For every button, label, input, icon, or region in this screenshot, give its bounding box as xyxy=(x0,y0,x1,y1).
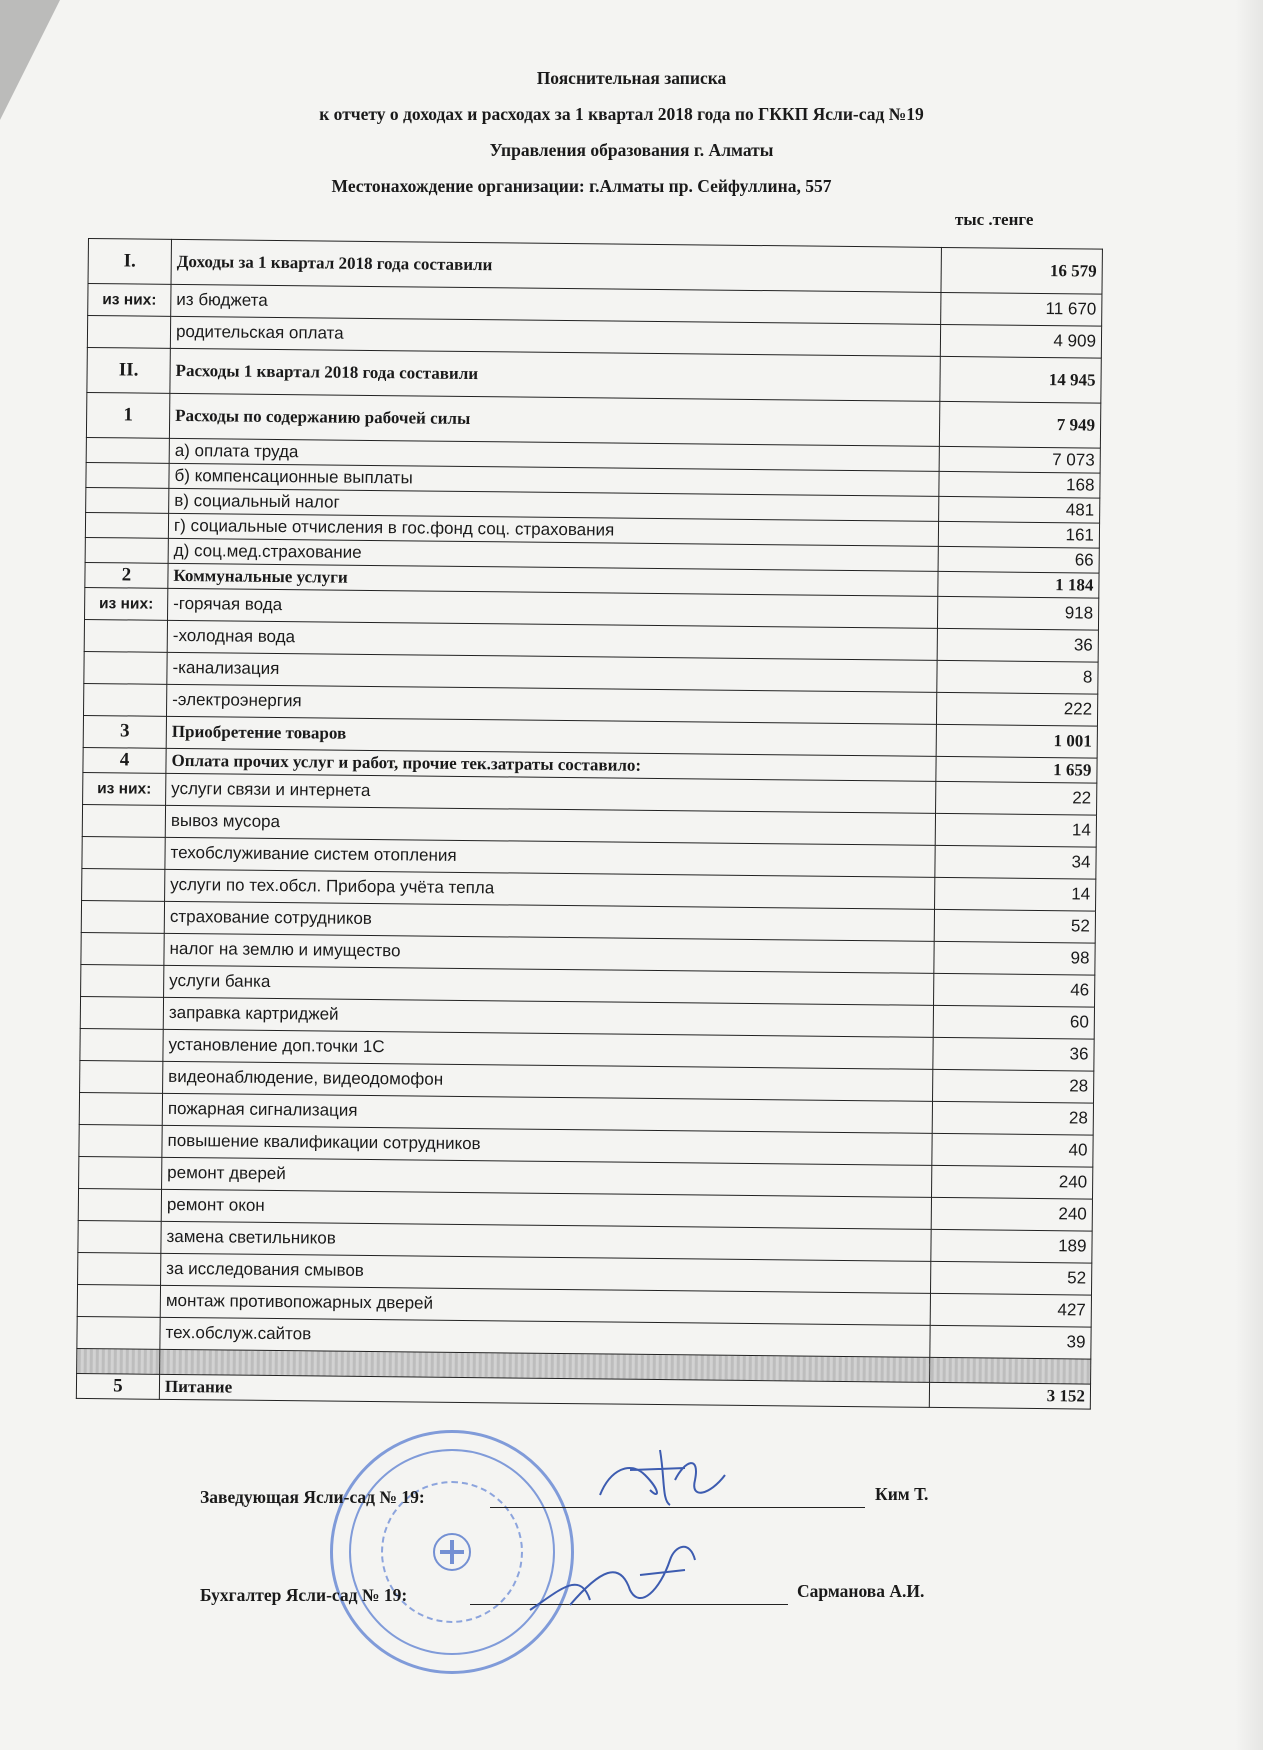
row-number: 3 xyxy=(83,715,166,748)
row-label: замена светильников xyxy=(161,1221,931,1261)
row-number xyxy=(86,437,169,463)
accountant-signature xyxy=(520,1530,720,1630)
row-label: г) социальные отчисления в гос.фонд соц. страхования xyxy=(168,513,938,546)
row-label: установление доп.точки 1С xyxy=(163,1029,933,1069)
row-value: 16 579 xyxy=(941,247,1102,294)
row-value: 14 945 xyxy=(940,356,1101,403)
row-label: Расходы 1 квартал 2018 года составили xyxy=(170,348,940,401)
row-number xyxy=(80,1060,163,1093)
row-number: из них: xyxy=(83,772,166,805)
row-number: 5 xyxy=(76,1373,159,1399)
row-value: 60 xyxy=(933,1005,1094,1039)
head-name: Ким Т. xyxy=(875,1484,929,1504)
row-label: Коммунальные услуги xyxy=(168,563,938,596)
row-value: 168 xyxy=(939,471,1100,498)
row-number xyxy=(85,537,168,563)
row-value: 240 xyxy=(931,1197,1092,1231)
row-number xyxy=(78,1220,161,1253)
row-number xyxy=(84,619,167,652)
row-number: 4 xyxy=(83,747,166,773)
row-number xyxy=(79,1092,162,1125)
row-value: 240 xyxy=(931,1165,1092,1199)
row-value: 52 xyxy=(934,909,1095,943)
report-table xyxy=(76,238,1103,1410)
row-value: 28 xyxy=(932,1101,1093,1135)
row-number xyxy=(79,1124,162,1157)
row-label: повышение квалификации сотрудников xyxy=(162,1125,932,1165)
row-number: из них: xyxy=(88,284,171,317)
row-number: из них: xyxy=(85,587,168,620)
row-number: II. xyxy=(87,347,170,393)
row-label: техобслуживание систем отопления xyxy=(165,837,935,877)
accountant-signature-label: Бухгалтер Ясли-сад № 19: xyxy=(200,1585,408,1605)
document-subtitle: к отчету о доходах и расходах за 1 квартал 2018 года по ГККП Ясли-сад №19 xyxy=(319,104,924,124)
row-value: 11 670 xyxy=(941,292,1102,326)
row-number xyxy=(78,1252,161,1285)
row-label: ремонт дверей xyxy=(162,1157,932,1197)
row-value: 7 949 xyxy=(939,401,1100,448)
row-value: 52 xyxy=(930,1261,1091,1295)
row-number xyxy=(82,868,165,901)
row-value: 189 xyxy=(931,1229,1092,1263)
row-number xyxy=(86,487,169,513)
row-value: 1 001 xyxy=(936,724,1097,758)
row-number xyxy=(77,1284,160,1317)
row-label: за исследования смывов xyxy=(161,1253,931,1293)
row-label: -канализация xyxy=(167,652,937,692)
row-number xyxy=(86,462,169,488)
row-value: 14 xyxy=(935,813,1096,847)
row-label: Приобретение товаров xyxy=(166,716,936,756)
row-value: 14 xyxy=(935,877,1096,911)
row-number xyxy=(87,316,170,349)
head-signature xyxy=(590,1440,740,1520)
row-value: 36 xyxy=(937,628,1098,662)
row-value: 8 xyxy=(937,660,1098,694)
row-value: 481 xyxy=(939,496,1100,523)
row-number xyxy=(80,996,163,1029)
row-number: 2 xyxy=(85,562,168,588)
page-edge-shadow xyxy=(1235,0,1263,1750)
row-number xyxy=(82,804,165,837)
row-label: Доходы за 1 квартал 2018 года составили xyxy=(171,239,941,292)
row-label: родительская оплата xyxy=(170,316,940,356)
row-value: 66 xyxy=(938,546,1099,573)
row-value: 22 xyxy=(936,781,1097,815)
row-number xyxy=(78,1188,161,1221)
row-value: 1 184 xyxy=(938,571,1099,598)
row-label: Питание xyxy=(159,1374,929,1407)
row-label: Расходы по содержанию рабочей силы xyxy=(169,393,939,446)
row-label: -холодная вода xyxy=(167,620,937,660)
row-number xyxy=(81,900,164,933)
row-number xyxy=(81,964,164,997)
location-line: Местонахождение организации: г.Алматы пр. Сейфуллина, 557 xyxy=(331,176,832,196)
row-label: услуги по тех.обсл. Прибора учёта тепла xyxy=(165,869,935,909)
row-number xyxy=(83,683,166,716)
row-number: 1 xyxy=(86,392,169,438)
row-label: а) оплата труда xyxy=(169,438,939,471)
row-value: 98 xyxy=(934,941,1095,975)
row-number xyxy=(82,836,165,869)
row-label: д) соц.мед.страхование xyxy=(168,538,938,571)
row-number xyxy=(80,1028,163,1061)
row-value: 46 xyxy=(934,973,1095,1007)
row-label: из бюджета xyxy=(171,284,941,324)
folded-corner xyxy=(0,0,60,120)
row-number xyxy=(77,1316,160,1349)
row-value: 1 659 xyxy=(936,756,1097,783)
row-label: б) компенсационные выплаты xyxy=(169,463,939,496)
row-value: 427 xyxy=(930,1293,1091,1327)
document-title: Пояснительная записка xyxy=(536,68,727,88)
row-number xyxy=(84,651,167,684)
row-label: заправка картриджей xyxy=(163,997,933,1037)
row-value: 3 152 xyxy=(929,1382,1090,1409)
row-label: в) социальный налог xyxy=(169,488,939,521)
row-label: пожарная сигнализация xyxy=(162,1093,932,1133)
row-label: услуги связи и интернета xyxy=(166,773,936,813)
row-value: 222 xyxy=(936,692,1097,726)
row-label: страхование сотрудников xyxy=(164,901,934,941)
row-label: монтаж противопожарных дверей xyxy=(160,1285,930,1325)
row-value: 39 xyxy=(930,1325,1091,1359)
row-label: вывоз мусора xyxy=(165,805,935,845)
row-number xyxy=(79,1156,162,1189)
row-value: 7 073 xyxy=(939,446,1100,473)
row-value xyxy=(930,1357,1091,1384)
row-label: налог на землю и имущество xyxy=(164,933,934,973)
row-value: 4 909 xyxy=(940,324,1101,358)
row-number: I. xyxy=(88,239,171,285)
row-label: видеонаблюдение, видеодомофон xyxy=(163,1061,933,1101)
row-number xyxy=(81,932,164,965)
row-value: 40 xyxy=(932,1133,1093,1167)
row-label: Оплата прочих услуг и работ, прочие тек.затраты составило: xyxy=(166,748,936,781)
row-value: 161 xyxy=(938,521,1099,548)
accountant-name: Сарманова А.И. xyxy=(797,1581,925,1601)
organization-line: Управления образования г. Алматы xyxy=(489,140,774,160)
row-value: 918 xyxy=(937,596,1098,630)
row-label: -горячая вода xyxy=(168,588,938,628)
row-label: услуги банка xyxy=(164,965,934,1005)
row-value: 34 xyxy=(935,845,1096,879)
row-label: ремонт окон xyxy=(161,1189,931,1229)
units-label: тыс .тенге xyxy=(955,210,1034,229)
row-label: тех.обслуж.сайтов xyxy=(160,1317,930,1357)
row-value: 28 xyxy=(933,1069,1094,1103)
row-value: 36 xyxy=(933,1037,1094,1071)
head-signature-label: Заведующая Ясли-сад № 19: xyxy=(200,1487,425,1507)
row-number xyxy=(77,1348,160,1374)
row-number xyxy=(85,512,168,538)
row-label: -электроэнергия xyxy=(166,684,936,724)
